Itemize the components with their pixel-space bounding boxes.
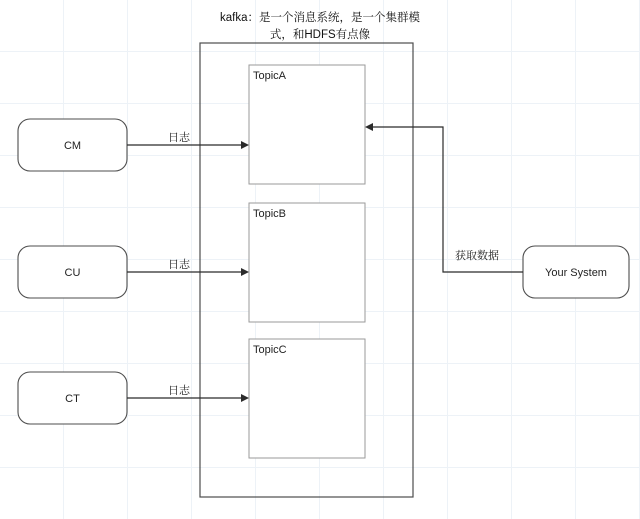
source-label-cu: CU	[64, 267, 81, 279]
topic-label-a: TopicA	[253, 70, 287, 82]
arrowhead-consumer	[365, 123, 373, 131]
arrow-consumer-to-topica	[371, 127, 523, 272]
diagram-title-line-2: 式，和HDFS有点像	[269, 29, 371, 42]
diagram-title-line-1: kafka：是一个消息系统，是一个集群模	[220, 12, 420, 24]
edge-label-consumer: 获取数据	[455, 250, 499, 262]
consumer-label: Your System	[545, 267, 607, 279]
arrowhead-cm	[241, 141, 249, 149]
topic-label-b: TopicB	[253, 208, 287, 220]
arrowhead-ct	[241, 394, 249, 402]
source-label-ct: CT	[65, 393, 80, 405]
edge-label-cu: 日志	[168, 259, 190, 271]
edge-label-cm: 日志	[168, 132, 190, 144]
diagram-title	[190, 10, 450, 45]
topic-label-c: TopicC	[253, 344, 287, 356]
topic-box-b	[249, 203, 365, 322]
topic-box-c	[249, 339, 365, 458]
arrowhead-cu	[241, 268, 249, 276]
source-label-cm: CM	[63, 140, 82, 152]
topic-box-a	[249, 65, 365, 184]
edge-label-ct: 日志	[168, 385, 190, 397]
